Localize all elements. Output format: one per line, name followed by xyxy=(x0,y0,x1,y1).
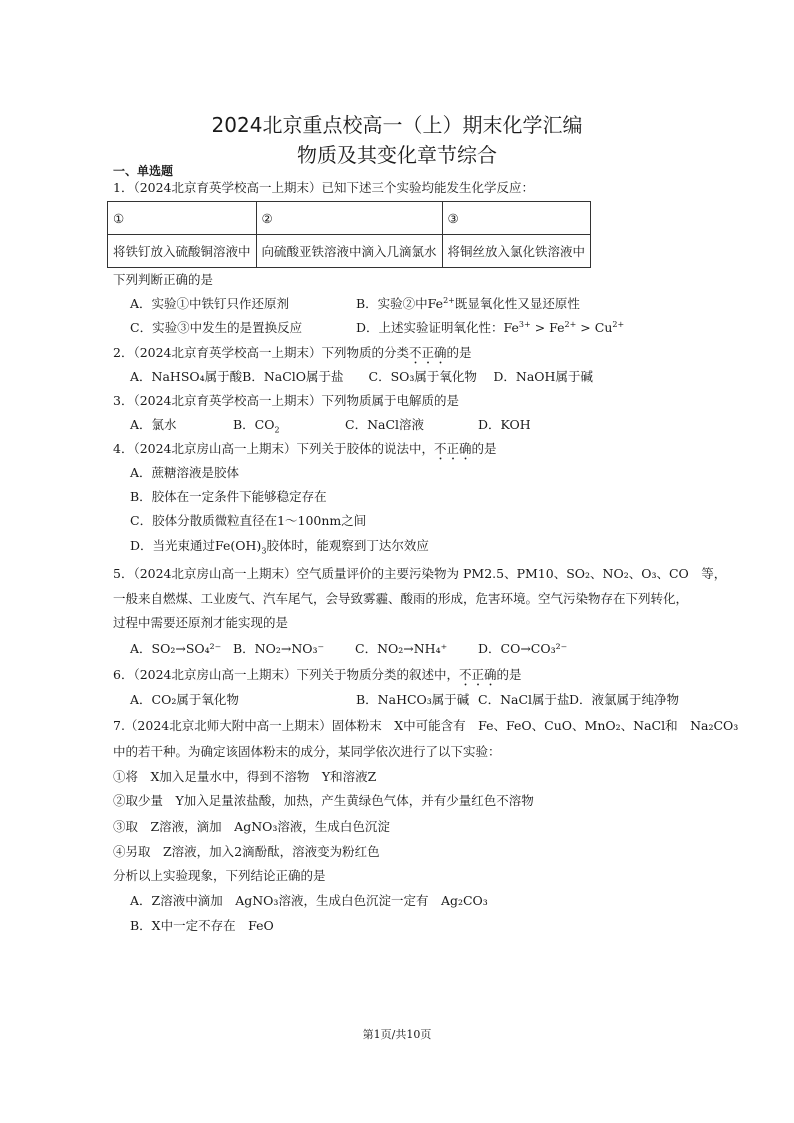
question-3-option-c: C．NaCl溶液 xyxy=(345,417,425,432)
question-3-stem: 3．（2024北京育英学校高一上期末）下列物质属于电解质的是 xyxy=(113,393,460,408)
question-3-option-b: B．$CO_2$ xyxy=(233,417,280,435)
question-4-stem: 4．（2024北京房山高一上期末）下列关于胶体的说法中，不正确的是 xyxy=(113,441,497,456)
question-7-line-1: 7.（2024北京北师大附中高一上期末）固体粉末 X中可能含有 Fe、FeO、CuO、MnO₂、NaCl和 Na₂CO₃ xyxy=(113,718,739,733)
question-3-option-a: A．氯水 xyxy=(130,417,177,432)
question-6-option-d: D．液氯属于纯净物 xyxy=(569,692,680,707)
question-7-step-3: ③取 Z溶液，滴加 AgNO₃溶液，生成白色沉淀 xyxy=(113,819,390,834)
question-6-stem: 6．（2024北京房山高一上期末）下列关于物质分类的叙述中，不正确的是 xyxy=(113,667,522,682)
question-5-option-d: D．CO→CO₃²⁻ xyxy=(478,641,568,656)
question-4-option-c: C．胶体分散质微粒直径在1～100nm之间 xyxy=(130,513,367,528)
question-5-option-b: B．NO₂→NO₃⁻ xyxy=(233,641,325,656)
question-7-step-2: ②取少量 Y加入足量浓盐酸，加热，产生黄绿色气体，并有少量红色不溶物 xyxy=(113,793,534,808)
document-title: 2024北京重点校高一（上）期末化学汇编 xyxy=(211,113,583,137)
table-head-cell: ② xyxy=(256,202,442,235)
section-heading: 一、单选题 xyxy=(113,164,174,178)
question-3-option-d: D．KOH xyxy=(478,417,531,432)
question-6-option-c: C．NaCl属于盐 xyxy=(478,692,570,707)
table-head-cell: ③ xyxy=(442,202,591,235)
table-cell: 向硫酸亚铁溶液中滴入几滴氯水 xyxy=(256,235,442,268)
table-cell: 将铜丝放入氯化铁溶液中 xyxy=(442,235,591,268)
question-7-step-4: ④另取 Z溶液，加入2滴酚酞，溶液变为粉红色 xyxy=(113,844,380,859)
question-1-option-c: C．实验③中发生的是置换反应 xyxy=(130,320,303,335)
question-1-option-d: D．上述实验证明氧化性：$Fe^{3+} > Fe^{2+} > Cu^{2+}$ xyxy=(356,319,625,335)
question-7-option-b: B．X中一定不存在 FeO xyxy=(130,918,274,933)
question-2-stem: 2．（2024北京育英学校高一上期末）下列物质的分类不正确的是 xyxy=(113,345,472,360)
question-6-option-b: B．NaHCO₃属于碱 xyxy=(356,692,470,707)
question-5-option-c: C．NO₂→NH₄⁺ xyxy=(355,641,448,656)
question-4-option-a: A．蔗糖溶液是胶体 xyxy=(130,465,240,480)
question-5-option-a: A．SO₂→SO₄²⁻ xyxy=(130,641,222,656)
question-7-line-2: 中的若干种。为确定该固体粉末的成分，某同学依次进行了以下实验： xyxy=(113,744,501,759)
question-7-option-a: A．Z溶液中滴加 AgNO₃溶液，生成白色沉淀一定有 Ag₂CO₃ xyxy=(130,893,488,908)
question-1-table xyxy=(107,201,591,268)
question-7-step-1: ①将 X加入足量水中，得到不溶物 Y和溶液Z xyxy=(113,769,377,784)
question-7-ask: 分析以上实验现象，下列结论正确的是 xyxy=(113,868,326,883)
question-1-stem: 1．（2024北京育英学校高一上期末）已知下述三个实验均能发生化学反应： xyxy=(113,180,535,195)
question-2-options: A．NaHSO₄属于酸B．NaClO属于盐 C．SO₃属于氧化物 D．NaOH属于碱 xyxy=(130,369,593,384)
question-5-line-3: 过程中需要还原剂才能实现的是 xyxy=(113,615,289,630)
question-6-option-a: A．CO₂属于氧化物 xyxy=(130,692,239,707)
question-5-line-1: 5．（2024北京房山高一上期末）空气质量评价的主要污染物为 PM2.5、PM10、SO₂、NO₂、O₃、CO 等， xyxy=(113,566,727,581)
question-4-option-d: D．当光束通过$Fe(OH)_3$胶体时，能观察到丁达尔效应 xyxy=(130,538,429,556)
table-cell: 将铁钉放入硫酸铜溶液中 xyxy=(108,235,257,268)
question-1-option-a: A．实验①中铁钉只作还原剂 xyxy=(130,296,290,311)
question-5-line-2: 一般来自燃煤、工业废气、汽车尾气，会导致雾霾、酸雨的形成，危害环境。空气污染物存在下列转化， xyxy=(113,591,689,606)
page-footer: 第1页/共10页 xyxy=(362,1028,432,1041)
table-head-cell: ① xyxy=(108,202,257,235)
question-1-ask: 下列判断正确的是 xyxy=(113,272,214,287)
question-1-option-b: B．实验②中$Fe^{2+}$既显氧化性又显还原性 xyxy=(356,295,580,311)
document-subtitle: 物质及其变化章节综合 xyxy=(297,143,497,167)
question-4-option-b: B．胶体在一定条件下能够稳定存在 xyxy=(130,489,327,504)
